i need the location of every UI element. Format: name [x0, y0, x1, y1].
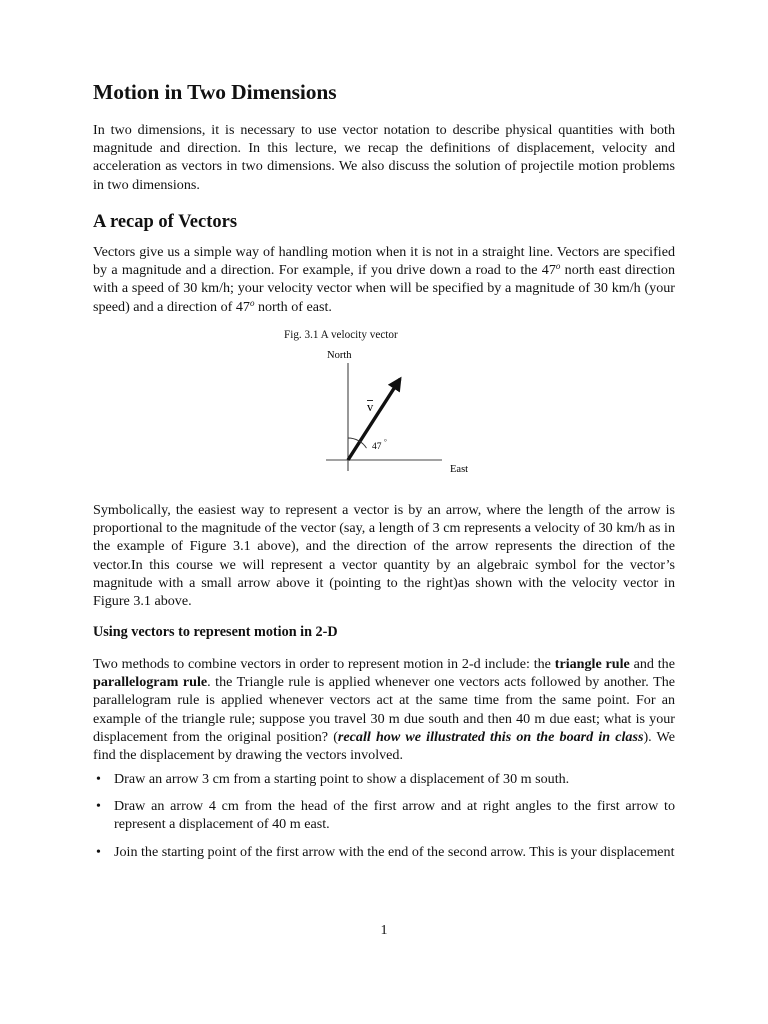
- page-title: Motion in Two Dimensions: [93, 80, 337, 104]
- list-item: • Join the starting point of the first arrow with the end of the second arrow. This is your displacement: [93, 843, 675, 861]
- page-number: 1: [380, 923, 388, 938]
- figure-caption: Fig. 3.1 A velocity vector: [284, 329, 398, 341]
- vectors-text-b: north east direction with a speed of 30 km/h; your velocity vector when will be specified by a magnitude of 30 km/h (your speed) and a direction of 47: [93, 262, 675, 315]
- section-heading-vectors: A recap of Vectors: [93, 212, 238, 232]
- symbolic-paragraph: Symbolically, the easiest way to represent a vector is by an arrow, where the length of the arrow is proportional to the magnitude of the vector (say, a length of 3 cm represents a velocity of 30 km/h as in the example of Figure 3.1 above), and the direction of the arrow represents the direction of the vector.In this course we will represent a vector quantity by an algebraic symbol for the vector’s magnitude with a small arrow above it (pointing to the right)as shown with the velocity vector in Figure 3.1 above.: [93, 502, 675, 610]
- degree-superscript-b: o: [249, 297, 255, 308]
- vectors-text-c: north of east.: [254, 298, 332, 315]
- intro-paragraph: In two dimensions, it is necessary to use vector notation to describe physical quantities with both magnitude and direction. In this lecture, we recap the definitions of displacement, velocity and acceleration as vectors in two dimensions. We also discuss the solution of projectile motion problems in two dimensions.: [93, 122, 675, 193]
- angle-label: 47: [372, 442, 382, 452]
- methods-text-2: and the: [629, 656, 675, 672]
- vector-symbol-label: v: [367, 400, 374, 414]
- class-note-emphasis: recall how we illustrated this on the board in class: [337, 728, 644, 745]
- methods-paragraph: [93, 655, 675, 764]
- vector-diagram: [280, 327, 480, 482]
- east-label: East: [450, 464, 469, 475]
- angle-unit: °: [384, 438, 387, 446]
- methods-text-3: . the Triangle rule is applied whenever one vectors acts followed by another. The parallelogram rule is applied whenever vectors act at the same time from the same point. For an example of the triangle rule; suppose you travel 30 m due south and then 40 m due east; what is your displacement from the original position? (: [93, 674, 676, 745]
- list-item: • Draw an arrow 3 cm from a starting point to show a displacement of 30 m south.: [93, 770, 675, 788]
- methods-text-4: ). We find the displacement by drawing the vectors involved.: [93, 728, 675, 764]
- vectors-paragraph: [93, 243, 675, 316]
- triangle-rule-term: triangle rule: [554, 656, 630, 672]
- vectors-text-a: Vectors give us a simple way of handling motion when it is not in a straight line. Vectors are specified by a magnitude and a direction. For example, if you drive down a road to the 47: [93, 244, 675, 279]
- velocity-vector-figure: [280, 327, 480, 482]
- methods-text-1: Two methods to combine vectors in order to represent motion in 2-d include: the: [93, 656, 555, 672]
- north-label: North: [327, 350, 352, 361]
- steps-list: [93, 770, 675, 861]
- degree-superscript-a: o: [555, 261, 561, 272]
- parallelogram-rule-term: parallelogram rule: [93, 674, 208, 691]
- list-item: • Draw an arrow 4 cm from the head of the first arrow and at right angles to the first arrow to represent a displacement of 40 m east.: [93, 797, 675, 833]
- subsection-heading-2d: Using vectors to represent motion in 2-D: [93, 624, 338, 640]
